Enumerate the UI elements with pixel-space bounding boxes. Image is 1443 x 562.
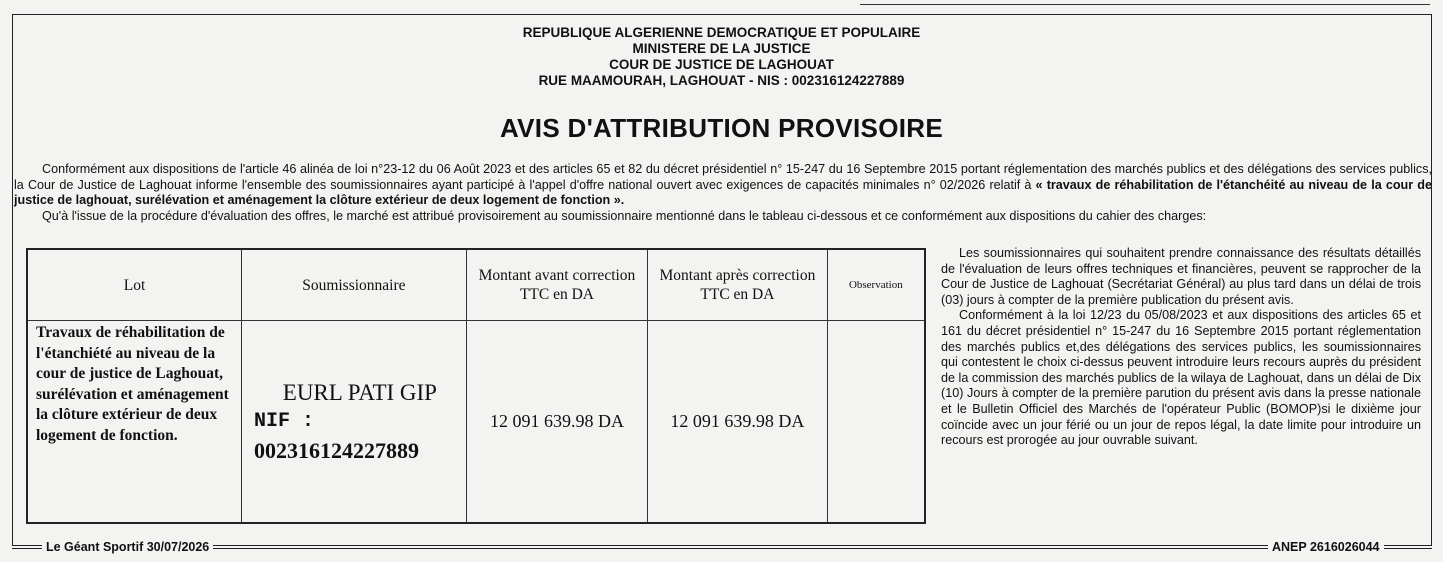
col-amount-before-header: Montant avant correction TTC en DA [466, 249, 647, 321]
observation-cell [827, 321, 925, 524]
bidder-name: EURL PATI GIP [282, 379, 437, 405]
appeal-information [941, 246, 1421, 449]
amount-after-cell: 12 091 639.98 DA [648, 321, 827, 524]
lot-cell: Travaux de réhabilitation de l'étanchiété au niveau de la cour de justice de Laghouat, surélévation et aménagement la clôture extérieur de deux logement de fonction. [27, 321, 242, 524]
intro-paragraph-1 [14, 162, 1432, 209]
col-observation-header: Observation [827, 249, 925, 321]
footer-anep-reference: ANEP 2616026044 [1268, 540, 1384, 554]
intro-p1-text: Conformément aux dispositions de l'article 46 alinéa de loi n°23-12 du 06 Août 2023 et des articles 65 et 82 du décret présidentiel n° 15-247 du 16 Septembre 2015 portant réglementation des marchés publics et des délégations des services publics, la Cour de Justice de Laghouat informe l'ensemble des soumissionnaires ayant participé à l'appel d'offre national ouvert avec exigences de capacités minimales n° 02/2026 relatif à [14, 162, 1432, 192]
col-lot-header: Lot [27, 249, 242, 321]
right-paragraph-2: Conformément à la loi 12/23 du 05/08/2023 et aux dispositions des articles 65 et 161 du décret présidentiel n° 15-247 du 16 Septembre 2015 portant réglementation des marchés publics et,des délégations des services publics, les soumissionnaires qui contestent le choix ci-dessus peuvent introduire leurs recours auprès du président de la commission des marchés publics de la wilaya de Laghouat, dans un délai de Dix (10) Jours à compter de la première parution du présent avis dans la presse nationale et le Bulletin Officiel des Marchés de l'opérateur Public (BOMOP)si le dixième jour coïncide avec un jour férié ou un jour de repos légal, la date limite pour introduire un recours est prorogée au jour ouvrable suivant. [941, 308, 1421, 448]
footer-publication: Le Géant Sportif 30/07/2026 [42, 540, 213, 554]
header-ministry: MINISTERE DE LA JUSTICE [632, 41, 811, 56]
header-address: RUE MAAMOURAH, LAGHOUAT - NIS : 002316124227889 [538, 73, 905, 88]
bidder-nif-label: NIF : [254, 409, 315, 433]
header-republic: REPUBLIQUE ALGERIENNE DEMOCRATIQUE ET POPULAIRE [522, 25, 921, 40]
bidder-cell [242, 321, 467, 524]
award-table [26, 248, 926, 524]
footer-rule [12, 548, 1432, 549]
amount-before-cell: 12 091 639.98 DA [466, 321, 647, 524]
intro-paragraph-2: Qu'à l'issue de la procédure d'évaluation des offres, le marché est attribué provisoirement au soumissionnaire mentionné dans le tableau ci-dessous et ce conformément aux dispositions du cahier des charges: [42, 208, 1207, 223]
bidder-nif-number: 002316124227889 [254, 437, 419, 463]
table-row [27, 321, 925, 524]
col-amount-after-header: Montant après correction TTC en DA [648, 249, 827, 321]
intro-text [14, 162, 1432, 224]
notice-header [0, 25, 1443, 89]
table-header-row [27, 249, 925, 321]
intro-p1-subject: « travaux de réhabilitation de l'étanchéité au niveau de la cour de justice de laghouat, surélévation et aménagement la clôture extérieur de deux logement de fonction ». [14, 177, 1432, 208]
top-rule [860, 4, 1430, 5]
header-court: COUR DE JUSTICE DE LAGHOUAT [609, 57, 834, 72]
notice-title: AVIS D'ATTRIBUTION PROVISOIRE [500, 113, 943, 143]
col-bidder-header: Soumissionnaire [242, 249, 467, 321]
right-paragraph-1: Les soumissionnaires qui souhaitent prendre connaissance des résultats détaillés de l'évaluation de leurs offres techniques et financières, peuvent se rapprocher de la Cour de Justice de Laghouat (Secrétariat Général) au plus tard dans un délai de trois (03) jours à compter de la première publication du présent avis. [941, 246, 1421, 307]
footer [0, 538, 1443, 558]
